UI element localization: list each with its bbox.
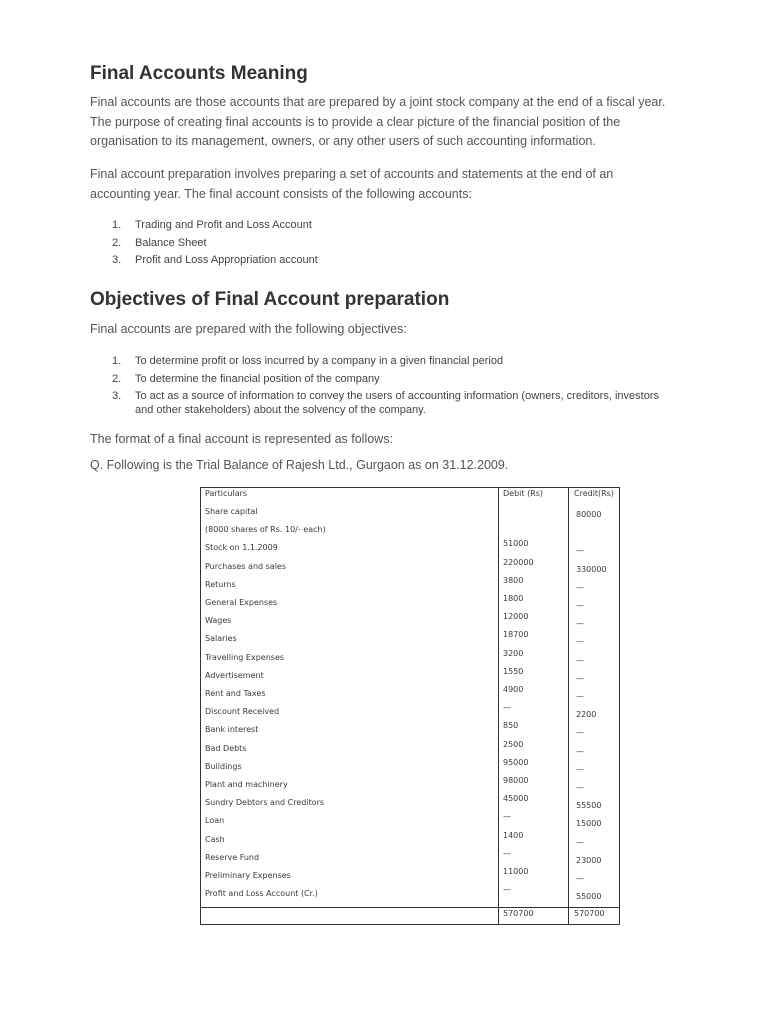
credit-cell: 2200 xyxy=(576,710,597,720)
debit-cell: 1400 xyxy=(503,830,524,840)
particulars-cell: General Expenses xyxy=(205,598,278,607)
particulars-cell: Loan xyxy=(205,816,225,826)
paragraph-question: Q. Following is the Trial Balance of Rajesh Ltd., Gurgaon as on 31.12.2009. xyxy=(90,458,509,472)
credit-cell: — xyxy=(576,728,584,738)
particulars-cell: (8000 shares of Rs. 10/- each) xyxy=(205,525,326,535)
credit-cell: 330000 xyxy=(576,564,607,574)
header-debit: Debit (Rs) xyxy=(503,489,544,498)
debit-cell: 51000 xyxy=(503,539,529,549)
particulars-cell: Profit and Loss Account (Cr.) xyxy=(205,889,318,899)
accounts-list xyxy=(90,219,680,272)
particulars-cell: Returns xyxy=(205,579,236,589)
debit-cell: 850 xyxy=(503,721,519,731)
paragraph-format: The format of a final account is represented as follows: xyxy=(90,432,393,446)
heading-final-accounts-meaning: Final Accounts Meaning xyxy=(90,63,308,84)
debit-cell: 95000 xyxy=(503,757,529,767)
credit-cell: — xyxy=(576,692,584,701)
credit-cell: — xyxy=(576,601,584,610)
credit-cell: — xyxy=(576,764,584,774)
credit-cell: — xyxy=(576,655,584,665)
particulars-cell: Rent and Taxes xyxy=(205,689,266,698)
debit-cell: 18700 xyxy=(503,630,529,640)
debit-cell: 4900 xyxy=(503,685,524,694)
particulars-cell: Stock on 1.1.2009 xyxy=(205,543,278,553)
list-item: 1. Trading and Profit and Loss Account xyxy=(112,219,312,231)
particulars-cell: Reserve Fund xyxy=(205,852,260,862)
particulars-cell: Salaries xyxy=(205,634,237,644)
particulars-cell: Bad Debts xyxy=(205,743,247,753)
totals-divider xyxy=(201,907,619,908)
debit-cell: 11000 xyxy=(503,867,529,876)
credit-cell: 55000 xyxy=(576,892,602,902)
particulars-cell: Share capital xyxy=(205,507,258,516)
credit-cell: — xyxy=(576,673,584,683)
credit-cell: — xyxy=(576,619,584,629)
credit-cell: — xyxy=(576,874,584,883)
total-credit: 570700 xyxy=(574,909,605,918)
paragraph-objectives-intro: Final accounts are prepared with the following objectives: xyxy=(90,322,407,336)
header-credit: Credit(Rs) xyxy=(574,489,615,498)
particulars-cell: Cash xyxy=(205,834,225,844)
credit-cell: — xyxy=(576,582,584,592)
particulars-cell: Sundry Debtors and Creditors xyxy=(205,798,325,808)
debit-cell: 2500 xyxy=(503,739,524,749)
trial-balance-table xyxy=(200,487,620,925)
debit-cell: 1800 xyxy=(503,594,524,603)
particulars-cell: Travelling Expenses xyxy=(205,652,285,662)
debit-cell: — xyxy=(503,885,511,895)
credit-cell: 80000 xyxy=(576,510,602,519)
list-item: 2. To determine the financial position of the company xyxy=(112,372,380,385)
particulars-cell: Wages xyxy=(205,616,232,626)
debit-cell: — xyxy=(503,703,511,713)
debit-cell: 12000 xyxy=(503,612,529,622)
credit-cell: — xyxy=(576,783,584,792)
list-item: 3. To act as a source of information to convey the users of accounting information (owners, creditors, investors and other stakeholders) about the solvency of the company. xyxy=(112,390,659,416)
paragraph-preparation: Final account preparation involves preparing a set of accounts and statements at the end of an accounting year. The final account consists of the following accounts: xyxy=(90,167,614,201)
particulars-cell: Plant and machinery xyxy=(205,780,288,789)
debit-cell: — xyxy=(503,848,511,858)
debit-cell: 98000 xyxy=(503,776,529,785)
list-item: 2. Balance Sheet xyxy=(112,236,207,249)
particulars-cell: Advertisement xyxy=(205,670,264,680)
particulars-cell: Bank interest xyxy=(205,725,259,735)
debit-cell: 1550 xyxy=(503,666,524,676)
list-item: 3. Profit and Loss Appropriation account xyxy=(112,254,318,267)
paragraph-definition: Final accounts are those accounts that are prepared by a joint stock company at the end of a fiscal year. The purpose of creating final accounts is to provide a clear picture of the financial position of the organisation to its management, owners, or any other users of such accounting information. xyxy=(90,95,666,148)
debit-cell: 3200 xyxy=(503,648,524,658)
debit-cell: — xyxy=(503,812,511,822)
particulars-cell: Preliminary Expenses xyxy=(205,871,291,880)
particulars-cell: Purchases and sales xyxy=(205,561,287,571)
credit-cell: 15000 xyxy=(576,819,602,829)
list-item: 1. To determine profit or loss incurred by a company in a given financial period xyxy=(112,355,504,367)
particulars-cell: Buildings xyxy=(205,761,242,771)
objectives-list xyxy=(90,355,680,422)
header-particulars: Particulars xyxy=(205,489,248,498)
total-debit: 570700 xyxy=(503,909,534,918)
credit-cell: — xyxy=(576,746,584,756)
column-divider xyxy=(568,488,569,924)
credit-cell: — xyxy=(576,637,584,647)
debit-cell: 3800 xyxy=(503,575,524,585)
credit-cell: — xyxy=(576,837,584,847)
debit-cell: 45000 xyxy=(503,794,529,804)
debit-cell: 220000 xyxy=(503,557,534,567)
credit-cell: 23000 xyxy=(576,855,602,865)
credit-cell: — xyxy=(576,546,584,556)
credit-cell: 55500 xyxy=(576,801,602,811)
column-divider xyxy=(498,488,499,924)
heading-objectives: Objectives of Final Account preparation xyxy=(90,289,450,310)
particulars-cell: Discount Received xyxy=(205,707,280,717)
